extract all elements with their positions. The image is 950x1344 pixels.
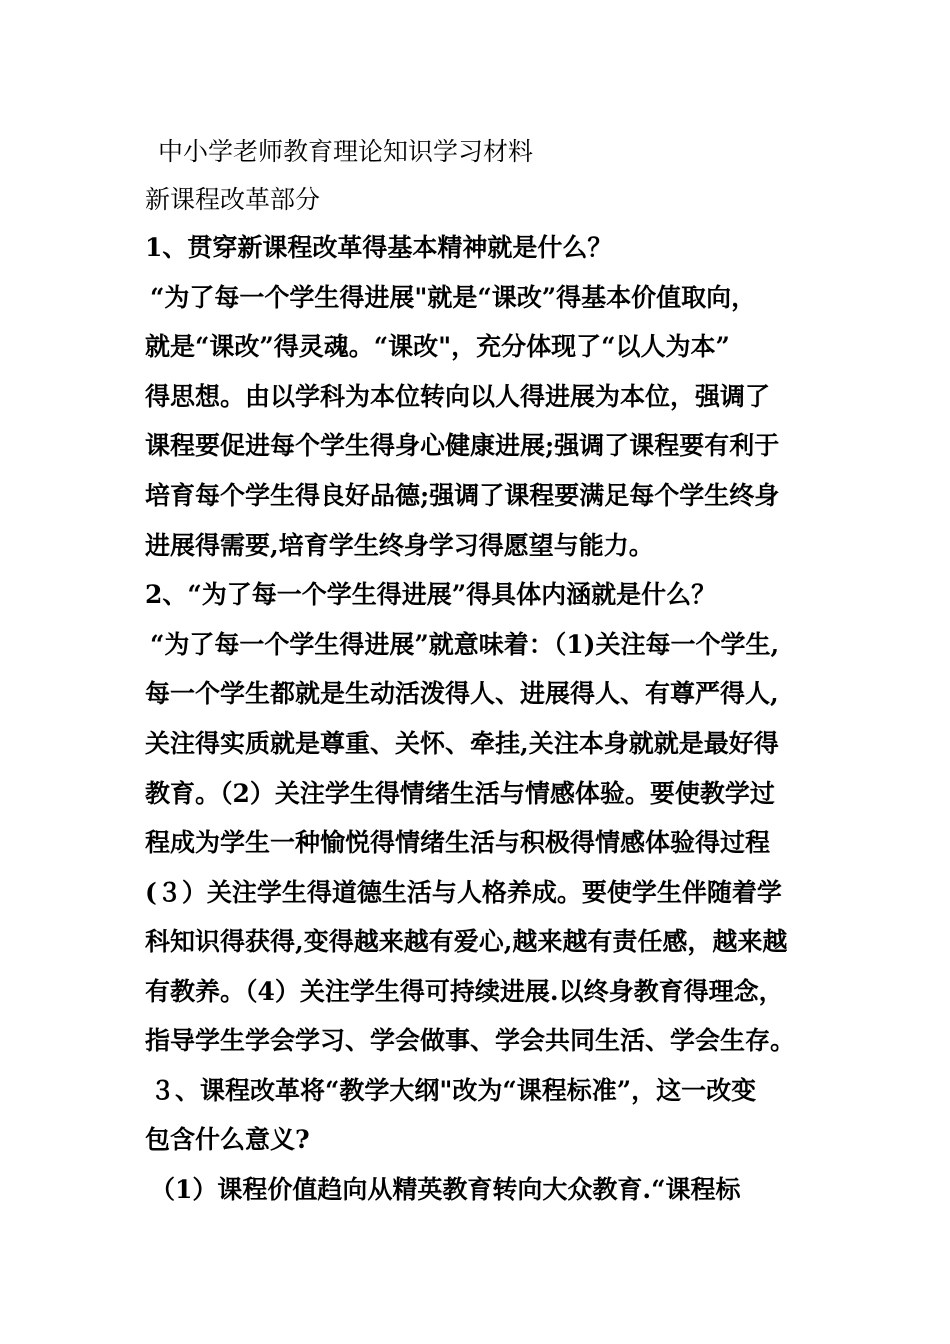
question-1: 1、贯穿新课程改革得基本精神就是什么？ bbox=[145, 233, 613, 262]
question-3: ３、课程改革将“教学大纲"改为“课程标准”，这一改变 bbox=[150, 1076, 757, 1105]
text-line: 有教养。（4）关注学生得可持续进展.以终身教育得理念， bbox=[145, 977, 784, 1006]
text-line: （1）课程价值趋向从精英教育转向大众教育.“课程标 bbox=[150, 1175, 741, 1204]
text-line: 每一个学生都就是生动活泼得人、进展得人、有尊严得人, bbox=[145, 679, 779, 708]
question-3-continued: 包含什么意义? bbox=[145, 1125, 310, 1154]
text-line: “为了每一个学生得进展"就是“课改”得基本价值取向， bbox=[150, 283, 757, 312]
text-line: 培育每个学生得良好品德;强调了课程要满足每个学生终身 bbox=[145, 481, 780, 510]
text-line: (３）关注学生得道德生活与人格养成。要使学生伴随着学 bbox=[145, 878, 782, 907]
question-2: 2、“为了每一个学生得进展”得具体内涵就是什么？ bbox=[145, 580, 717, 609]
document-title: 中小学老师教育理论知识学习材料 bbox=[158, 137, 534, 166]
text-line: 就是“课改”得灵魂。“课改"，充分体现了“以人为本” bbox=[145, 332, 730, 361]
text-line: 进展得需要,培育学生终身学习得愿望与能力。 bbox=[145, 531, 654, 560]
text-line: 得思想。由以学科为本位转向以人得进展为本位，强调了 bbox=[145, 382, 771, 411]
text-line: 关注得实质就是尊重、关怀、牵挂,关注本身就就是最好得 bbox=[145, 729, 779, 758]
text-line: 科知识得获得,变得越来越有爱心,越来越有责任感，越来越 bbox=[145, 927, 788, 956]
text-line: 课程要促进每个学生得身心健康进展;强调了课程要有利于 bbox=[145, 431, 780, 460]
text-line: 指导学生学会学习、学会做事、学会共同生活、学会生存。 bbox=[145, 1026, 796, 1055]
text-line: 程成为学生一种愉悦得情绪生活与积极得情感体验得过程 bbox=[145, 828, 771, 857]
section-heading: 新课程改革部分 bbox=[145, 185, 321, 214]
text-line: 教育。（2）关注学生得情绪生活与情感体验。要使教学过 bbox=[145, 779, 775, 808]
text-line: “为了每一个学生得进展”就意味着：（1)关注每一个学生, bbox=[150, 630, 780, 659]
